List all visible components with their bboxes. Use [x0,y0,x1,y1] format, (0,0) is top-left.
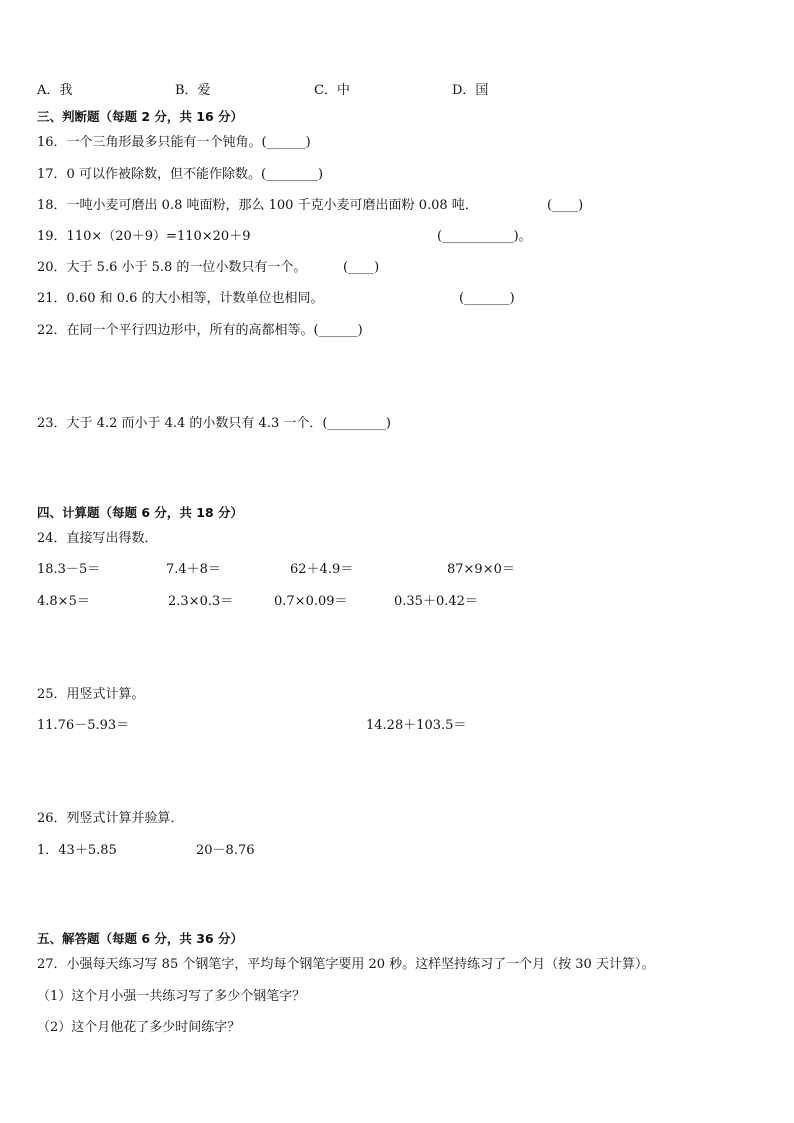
calc-item: 62＋4.9＝ [290,562,354,577]
calc-item: 87×9×0＝ [447,562,515,577]
vertical-calc-item: 11.76－5.93＝ [37,718,130,733]
section5-heading: 五、解答题（每题 6 分，共 36 分） [37,931,244,946]
calc-item: 0.7×0.09＝ [274,594,348,609]
calc-item: 0.35＋0.42＝ [394,594,478,609]
calc-item: 18.3－5＝ [37,562,101,577]
calc-item: 2.3×0.3＝ [168,594,234,609]
choice-b: B．爱 [175,83,211,98]
calc-item: 7.4＋8＝ [166,562,221,577]
question-19-blank: (___________)。 [437,229,532,244]
question-24: 24．直接写出得数． [37,531,158,546]
question-19-text: 19．110×（20＋9）=110×20＋9 [37,229,251,244]
question-20-blank: (____) [343,260,380,275]
verify-calc-item: 20－8.76 [196,843,255,858]
question-27-part-2: （2）这个月他花了多少时间练字？ [37,1020,241,1035]
choice-d: D．国 [452,83,489,98]
question-20-text: 20．大于 5.6 小于 5.8 的一位小数只有一个。 [37,260,307,275]
question-27: 27．小强每天练习写 85 个钢笔字，平均每个钢笔字要用 20 秒。这样坚持练习了一个月（按 30 天计算）。 [37,957,655,972]
question-26: 26．列竖式计算并验算． [37,811,184,826]
question-25: 25．用竖式计算。 [37,687,145,702]
question-21-blank: (_______) [459,291,515,306]
choice-c: C．中 [314,83,350,98]
vertical-calc-item: 14.28＋103.5＝ [366,718,467,733]
section3-heading: 三、判断题（每题 2 分，共 16 分） [37,109,244,124]
question-21-text: 21．0.60 和 0.6 的大小相等，计数单位也相同。 [37,291,324,306]
section4-heading: 四、计算题（每题 6 分，共 18 分） [37,505,244,520]
question-18-text: 18．一吨小麦可磨出 0.8 吨面粉，那么 100 千克小麦可磨出面粉 0.08 吨． [37,198,478,213]
question-18-blank: (____) [547,198,584,213]
question-17: 17．0 可以作被除数，但不能作除数。(________) [37,167,324,182]
question-23: 23．大于 4.2 而小于 4.4 的小数只有 4.3 一个．(_________) [37,416,392,431]
question-27-part-1: （1）这个月小强一共练习写了多少个钢笔字？ [37,989,306,1004]
question-16: 16．一个三角形最多只能有一个钝角。(______) [37,135,311,150]
verify-calc-item: 1．43＋5.85 [37,843,117,858]
choice-a: A．我 [37,83,73,98]
question-22: 22．在同一个平行四边形中，所有的高都相等。(______) [37,323,363,338]
calc-item: 4.8×5＝ [37,594,90,609]
